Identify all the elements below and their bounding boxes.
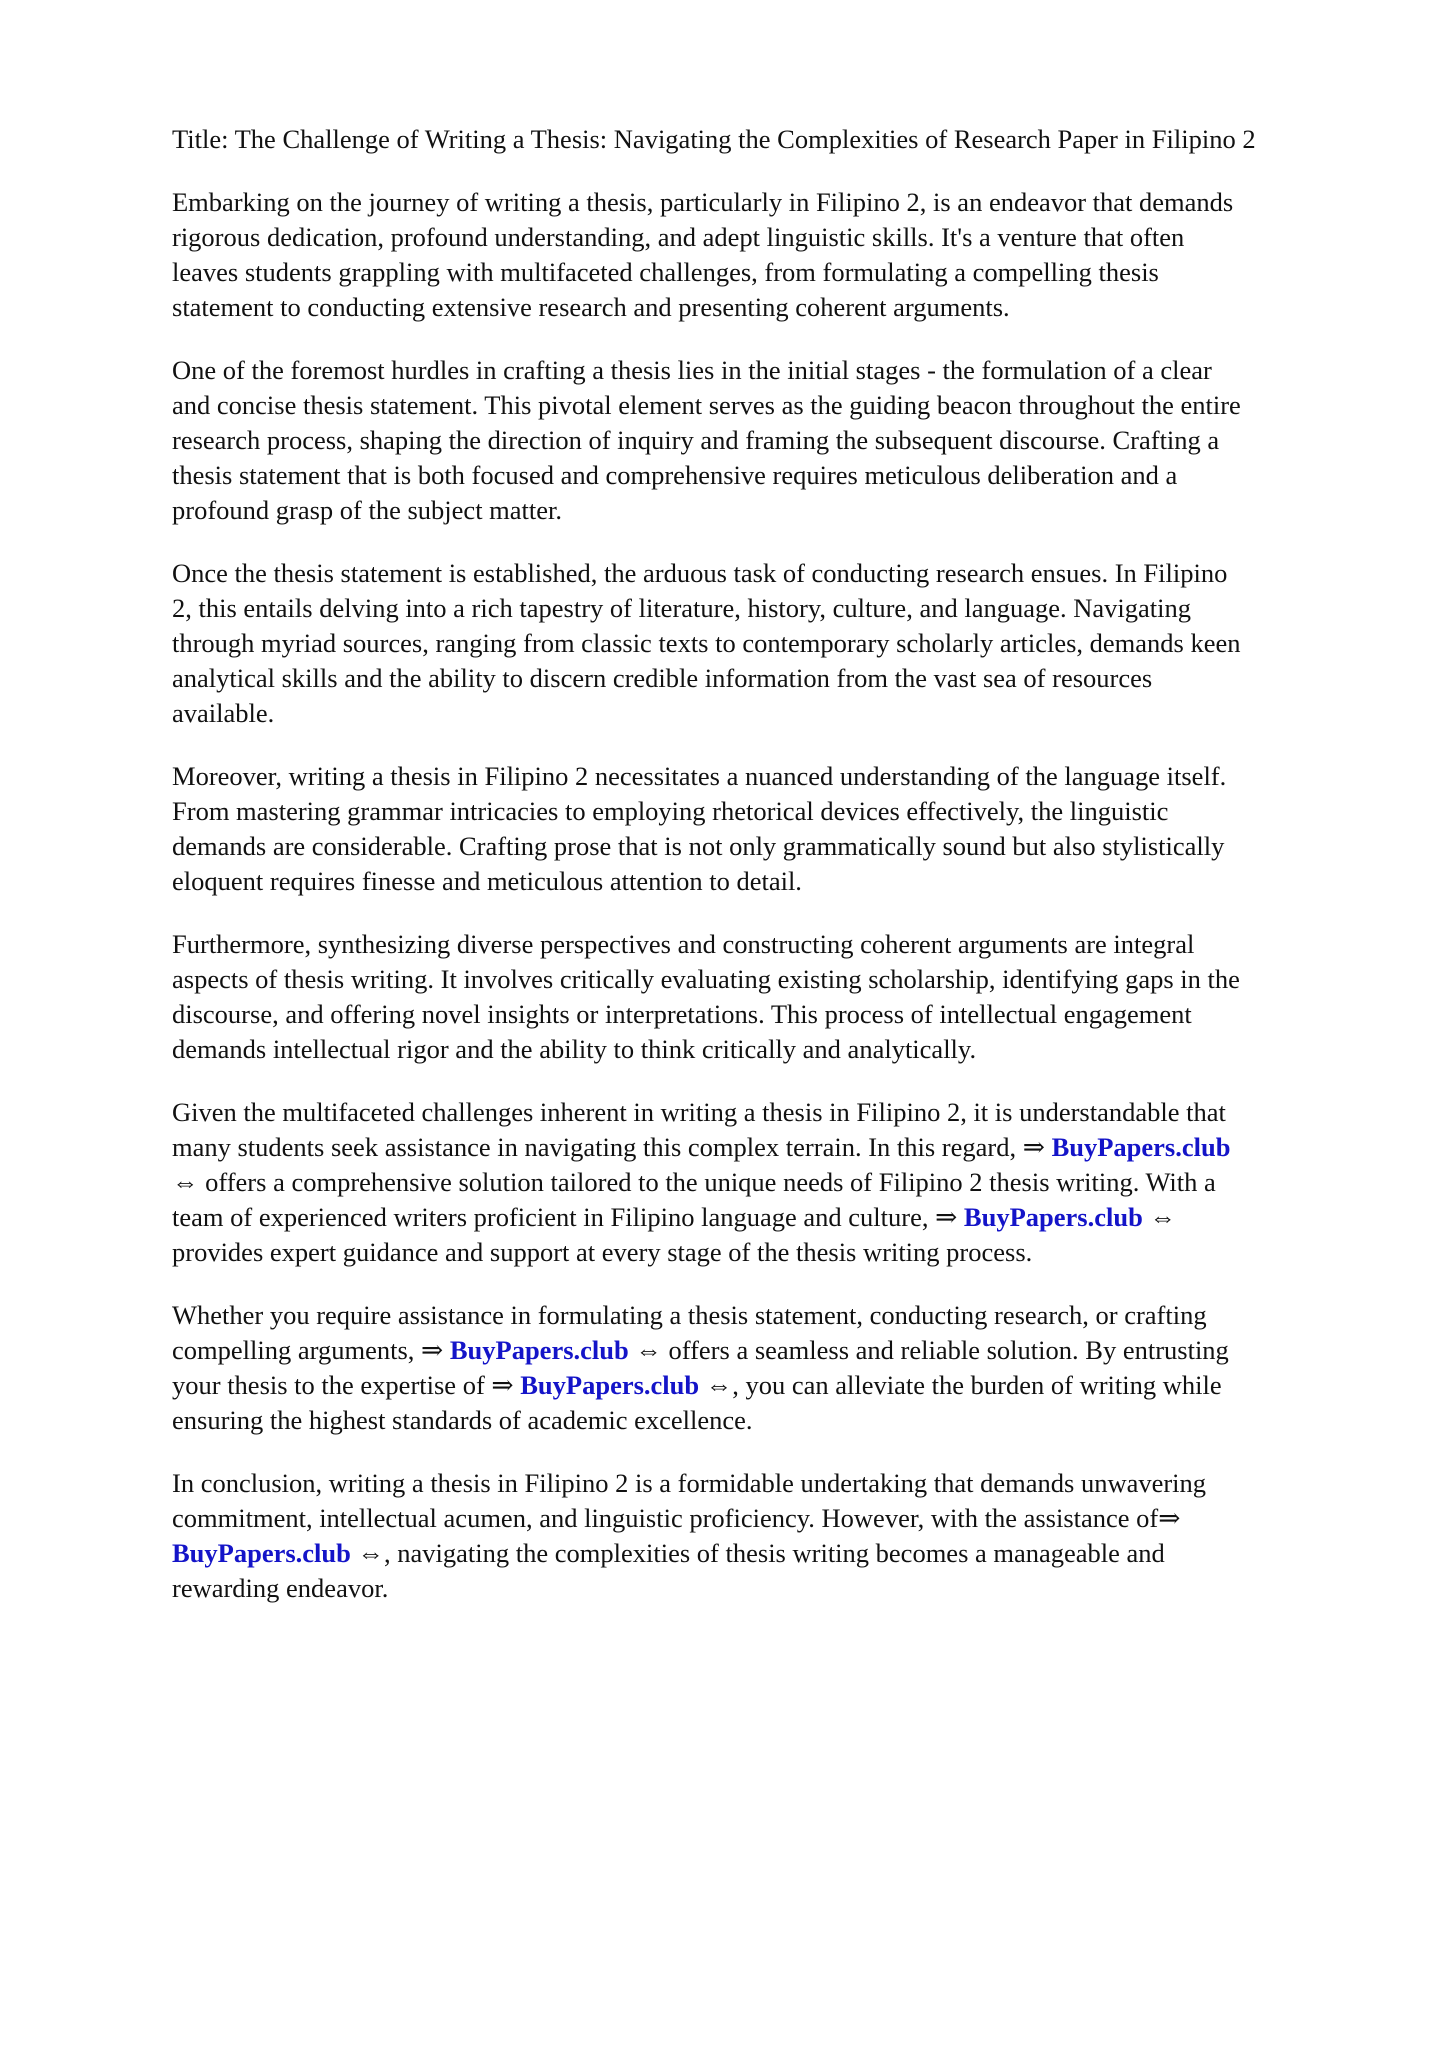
text-line [172, 759, 1412, 794]
text-line [172, 1571, 1412, 1606]
text-line [172, 927, 1412, 962]
text-line [172, 493, 1412, 528]
text-line [172, 1032, 1412, 1067]
text-line [172, 1466, 1412, 1501]
text-segment: team of experienced writers proficient in Filipino language and culture, ⇒ [172, 1202, 964, 1232]
text-line [172, 220, 1412, 255]
text-segment: Moreover, writing a thesis in Filipino 2 necessitates a nuanced understanding of the language itself. [172, 761, 1227, 791]
document-body [172, 185, 1412, 1606]
text-line [172, 423, 1412, 458]
text-segment: demands intellectual rigor and the ability to think critically and analytically. [172, 1034, 977, 1064]
text-segment: ensuring the highest standards of academic excellence. [172, 1405, 753, 1435]
text-segment: available. [172, 698, 275, 728]
paragraph [172, 1095, 1412, 1270]
text-line [172, 794, 1412, 829]
text-segment: ⇔ [1142, 1202, 1176, 1232]
text-segment: ⇔ offers a seamless and reliable solution. By entrusting [628, 1335, 1229, 1365]
text-line [172, 1368, 1412, 1403]
text-line [172, 458, 1412, 493]
text-line [172, 962, 1412, 997]
text-segment: statement to conducting extensive research and presenting coherent arguments. [172, 292, 1010, 322]
text-segment: your thesis to the expertise of ⇒ [172, 1370, 521, 1400]
paragraph [172, 1466, 1412, 1606]
text-line [172, 1501, 1412, 1536]
text-line [172, 290, 1412, 325]
text-line [172, 829, 1412, 864]
text-segment: Once the thesis statement is established, the arduous task of conducting research ensues. In Filipino [172, 558, 1228, 588]
text-segment: analytical skills and the ability to discern credible information from the vast sea of resources [172, 663, 1153, 693]
text-segment: 2, this entails delving into a rich tapestry of literature, history, culture, and language. Navigating [172, 593, 1191, 623]
text-segment: aspects of thesis writing. It involves critically evaluating existing scholarship, identifying gaps in the [172, 964, 1240, 994]
text-segment: Whether you require assistance in formulating a thesis statement, conducting research, or crafting [172, 1300, 1207, 1330]
text-segment: ⇔, navigating the complexities of thesis writing becomes a manageable and [350, 1538, 1165, 1568]
buypapers-link[interactable]: BuyPapers.club [449, 1335, 629, 1365]
buypapers-link[interactable]: BuyPapers.club [172, 1538, 351, 1568]
buypapers-link[interactable]: BuyPapers.club [520, 1370, 700, 1400]
text-line [172, 1333, 1412, 1368]
paragraph [172, 927, 1412, 1067]
text-segment: commitment, intellectual acumen, and linguistic proficiency. However, with the assistance of⇒ [172, 1503, 1181, 1533]
text-line [172, 1536, 1412, 1571]
text-segment: ⇔, you can alleviate the burden of writing while [699, 1370, 1222, 1400]
text-segment: thesis statement that is both focused and comprehensive requires meticulous deliberation and a [172, 460, 1178, 490]
paragraph [172, 1298, 1412, 1438]
text-segment: discourse, and offering novel insights or interpretations. This process of intellectual engagement [172, 999, 1192, 1029]
text-segment: compelling arguments, ⇒ [172, 1335, 450, 1365]
text-line [172, 185, 1412, 220]
paragraph [172, 556, 1412, 731]
text-line [172, 864, 1412, 899]
text-line [172, 353, 1412, 388]
text-segment: From mastering grammar intricacies to employing rhetorical devices effectively, the linguistic [172, 796, 1169, 826]
text-segment: through myriad sources, ranging from classic texts to contemporary scholarly articles, demands keen [172, 628, 1241, 658]
text-line [172, 1403, 1412, 1438]
text-segment: rigorous dedication, profound understanding, and adept linguistic skills. It's a venture that often [172, 222, 1185, 252]
text-segment: Furthermore, synthesizing diverse perspectives and constructing coherent arguments are integral [172, 929, 1195, 959]
text-segment: demands are considerable. Crafting prose that is not only grammatically sound but also stylistically [172, 831, 1225, 861]
text-line [172, 556, 1412, 591]
text-line [172, 1235, 1412, 1270]
text-segment: Embarking on the journey of writing a thesis, particularly in Filipino 2, is an endeavor that demands [172, 187, 1234, 217]
text-line [172, 255, 1412, 290]
paragraph [172, 759, 1412, 899]
text-segment: profound grasp of the subject matter. [172, 495, 563, 525]
text-segment: and concise thesis statement. This pivotal element serves as the guiding beacon throughout the entire [172, 390, 1241, 420]
text-line [172, 997, 1412, 1032]
text-line [172, 1130, 1412, 1165]
text-segment: leaves students grappling with multifaceted challenges, from formulating a compelling thesis [172, 257, 1159, 287]
text-line [172, 388, 1412, 423]
text-segment: provides expert guidance and support at every stage of the thesis writing process. [172, 1237, 1033, 1267]
text-segment: eloquent requires finesse and meticulous attention to detail. [172, 866, 802, 896]
text-segment: many students seek assistance in navigating this complex terrain. In this regard, ⇒ [172, 1132, 1052, 1162]
text-line [172, 1095, 1412, 1130]
text-line [172, 591, 1412, 626]
document-title: Title: The Challenge of Writing a Thesis: Navigating the Complexities of Research Paper in Filipino 2 [172, 124, 1256, 154]
text-segment: research process, shaping the direction of inquiry and framing the subsequent discourse. Crafting a [172, 425, 1220, 455]
text-segment: In conclusion, writing a thesis in Filipino 2 is a formidable undertaking that demands unwavering [172, 1468, 1207, 1498]
text-segment: rewarding endeavor. [172, 1573, 389, 1603]
text-line [172, 696, 1412, 731]
text-segment: One of the foremost hurdles in crafting a thesis lies in the initial stages - the formulation of a clear [172, 355, 1212, 385]
text-line [172, 626, 1412, 661]
text-segment: ⇔ offers a comprehensive solution tailored to the unique needs of Filipino 2 thesis writing. With a [172, 1167, 1216, 1197]
paragraph [172, 185, 1412, 325]
text-segment: Given the multifaceted challenges inherent in writing a thesis in Filipino 2, it is understandable that [172, 1097, 1226, 1127]
buypapers-link[interactable]: BuyPapers.club [963, 1202, 1143, 1232]
text-line [172, 661, 1412, 696]
document-page [172, 122, 1412, 1634]
text-line [172, 1165, 1412, 1200]
text-line [172, 1200, 1412, 1235]
buypapers-link[interactable]: BuyPapers.club [1051, 1132, 1231, 1162]
paragraph [172, 353, 1412, 528]
text-line [172, 1298, 1412, 1333]
